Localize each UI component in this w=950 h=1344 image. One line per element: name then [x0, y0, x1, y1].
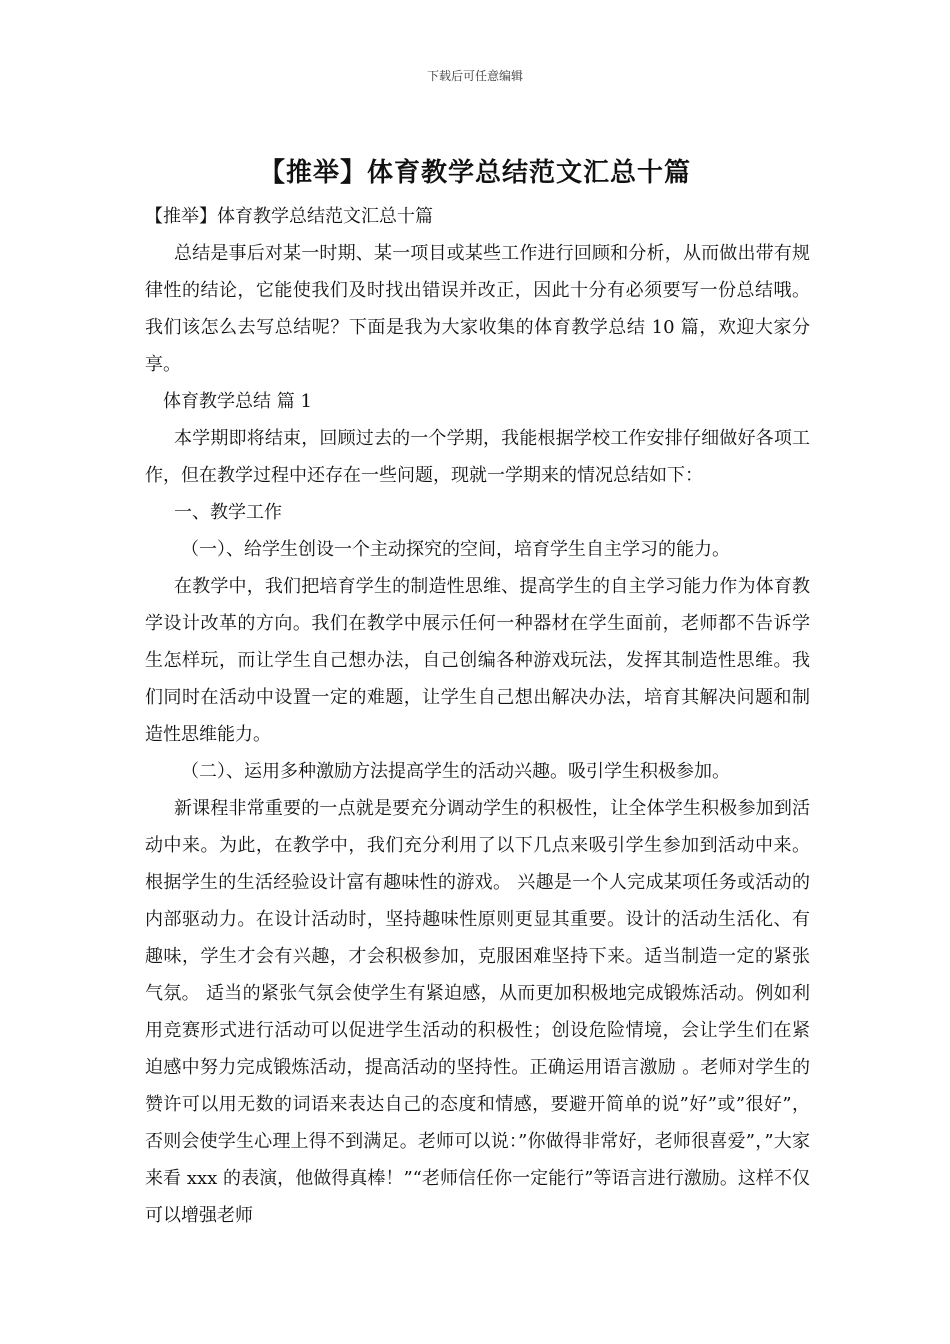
subheading-2: （二）、运用多种激励方法提高学生的活动兴趣。吸引学生积极参加。 [181, 761, 730, 782]
intro-paragraph: 总结是事后对某一时期、某一项目或某些工作进行回顾和分析，从而做出带有规律性的结论，它能使我们及时找出错误并改正，因此十分有必须要写一份总结哦。我们该怎么去写总结呢？下面是我为大家收集的体育教学总结 10 篇，欢迎大家分享。 [145, 243, 810, 375]
page-header-note: 下载后可任意编辑 [426, 69, 523, 83]
subheading-1: （一）、给学生创设一个主动探究的空间，培育学生自主学习的能力。 [181, 539, 730, 560]
body-paragraph-1: 本学期即将结束，回顾过去的一个学期，我能根据学校工作安排仔细做好各项工作，但在教学过程中还存在一些问题，现就一学期来的情况总结如下： [145, 428, 810, 486]
body-paragraph-2: 在教学中，我们把培育学生的制造性思维、提高学生的自主学习能力作为体育教学设计改革的方向。我们在教学中展示任何一种器材在学生面前，老师都不告诉学生怎样玩，而让学生自己想办法，自己创编各种游戏玩法，发挥其制造性思维。我们同时在活动中设置一定的难题，让学生自己想出解决办法，培育其解决问题和制造性思维能力。 [145, 576, 810, 745]
document-title: 【推举】体育教学总结范文汇总十篇 [258, 158, 691, 188]
document-subtitle: 【推举】体育教学总结范文汇总十篇 [145, 206, 433, 227]
body-paragraph-3: 新课程非常重要的一点就是要充分调动学生的积极性，让全体学生积极参加到活动中来。为此，在教学中，我们充分利用了以下几点来吸引学生参加到活动中来。根据学生的生活经验设计富有趣味性的游戏。 兴趣是一个人完成某项任务或活动的内部驱动力。在设计活动时，坚持趣味性原则更显其重要。设计的活动生活化、有趣味，学生才会有兴趣，才会积极参加，克服困难坚持下来。适当制造一定的紧张气氛。 适当的紧张气氛会使学生有紧迫感，从而更加积极地完成锻炼活动。例如利用竞赛形式进行活动可以促进学生活动的积极性；创设危险情境，会让学生们在紧迫感中努力完成锻炼活动，提高活动的坚持性。正确运用语言激励 。老师对学生的赞许可以用无数的词语来表达自己的态度和情感，要避开简单的说”好”或”很好”，否则会使学生心理上得不到满足。老师可以说：”你做得非常好，老师很喜爱”，”大家来看 xxx 的表演，他做得真棒！”“老师信任你一定能行”等语言进行激励。这样不仅可以增强老师 [145, 798, 810, 1226]
section-title: 体育教学总结 篇 1 [163, 391, 312, 412]
heading-teaching-work: 一、教学工作 [174, 502, 282, 523]
document-body [145, 198, 810, 1234]
